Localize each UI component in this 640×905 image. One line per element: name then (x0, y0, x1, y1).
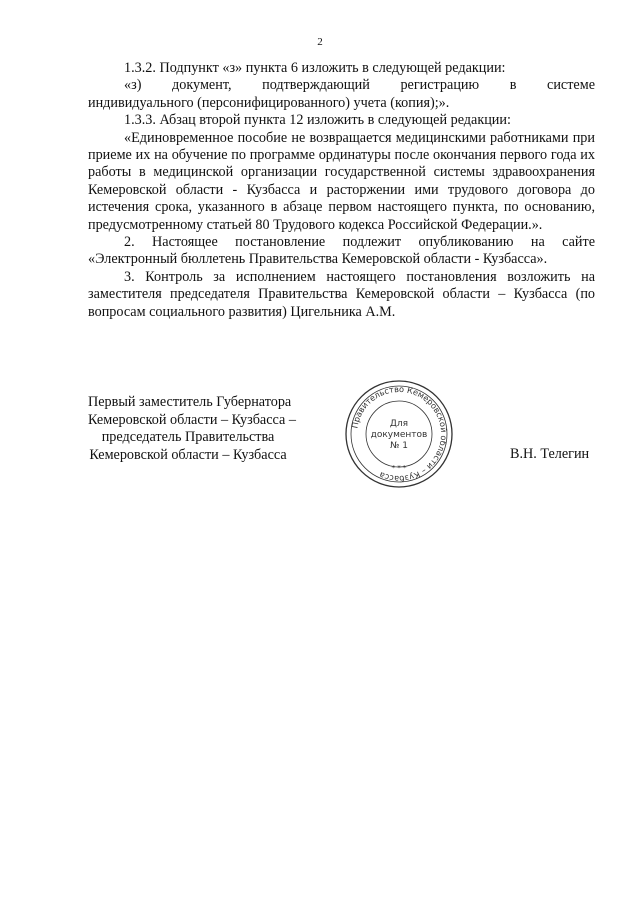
signer-title-line-1: Первый заместитель Губернатора (88, 394, 292, 410)
signer-title-line-3: председатель Правительства (101, 429, 275, 446)
paragraph-quoted-text: «Единовременное пособие не возвращается медицинскими работниками при приеме их на обучение по программе ординатуры после окончания первого года их работы в медицинской организации государственной системы здравоохранения Кемеровской области - Кузбасса и расторжении ими трудового договора до истечения срока, указанного в абзаце первом настоящего пункта, по основанию, предусмотренному статьей 80 Трудового кодекса Российской Федерации.». (88, 129, 595, 233)
stamp-center-line-3: № 1 (390, 441, 408, 451)
stamp-ring-text: Правительство Кемеровской области – Кузбасса (349, 383, 450, 485)
paragraph-subpoint-z: «з) документ, подтверждающий регистрацию в системе (124, 77, 595, 94)
signature-title-block (88, 394, 296, 464)
paragraph-3: 3. Контроль за исполнением настоящего постановления возложить на заместителя председателя Правительства Кемеровской области – Кузбасса (по вопросам социального развития) Цигельника А.М. (88, 268, 595, 320)
stamp-center-line-1: Для (389, 419, 409, 429)
document-body (88, 60, 595, 321)
paragraph-subpoint-z-continued: индивидуального (персонифицированного) учета (копия);». (88, 94, 450, 111)
paragraph-1-3-2: 1.3.2. Подпункт «з» пункта 6 изложить в следующей редакции: (124, 60, 506, 76)
stamp-center-line-2: документов (370, 430, 428, 440)
paragraph-1-3-3: 1.3.3. Абзац второй пункта 12 изложить в следующей редакции: (124, 112, 511, 129)
signer-title-line-2: Кемеровской области – Кузбасса – (88, 411, 296, 428)
paragraph-2: 2. Настоящее постановление подлежит опубликованию на сайте «Электронный бюллетень Правительства Кемеровской области - Кузбасса». (88, 234, 595, 268)
page-number: 2 (317, 36, 323, 48)
signer-name: В.Н. Телегин (510, 446, 590, 462)
stamp-stars: * * * (391, 464, 407, 472)
official-stamp (344, 379, 454, 489)
signer-title-line-4: Кемеровской области – Кузбасса (89, 446, 287, 463)
